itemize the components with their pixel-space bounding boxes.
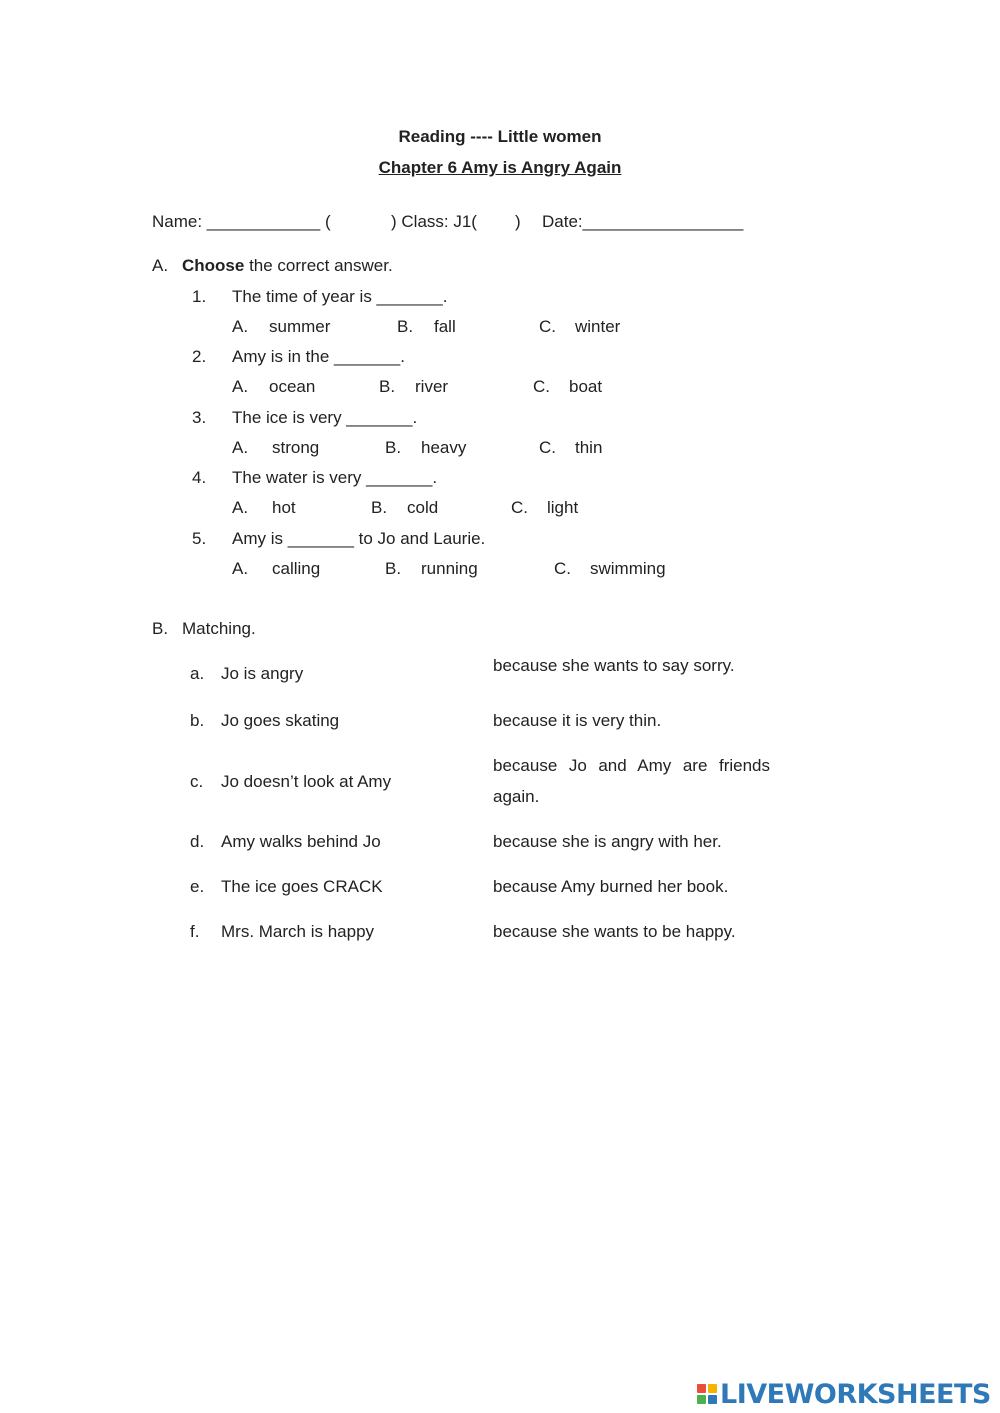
- option-text: strong: [272, 438, 320, 457]
- chapter-title-text: Chapter 6 Amy is Angry Again: [378, 158, 622, 177]
- option-text: winter: [575, 317, 621, 336]
- logo-square: [708, 1384, 717, 1393]
- option-letter: C.: [533, 377, 550, 396]
- option-text: thin: [575, 438, 603, 457]
- option-text: calling: [272, 559, 321, 578]
- match-left-text: Jo doesn’t look at Amy: [221, 772, 392, 791]
- match-right-text-continued: again.: [493, 787, 540, 806]
- option-text: cold: [407, 498, 439, 517]
- question-number: 3.: [192, 408, 207, 427]
- option-letter: A.: [232, 317, 249, 336]
- option-text: river: [415, 377, 449, 396]
- match-left-letter: f.: [190, 922, 200, 941]
- option-text: summer: [269, 317, 331, 336]
- section-b-title: Matching.: [182, 619, 256, 638]
- option-text: light: [547, 498, 579, 517]
- match-left-letter: b.: [190, 711, 205, 730]
- match-right-text: because she is angry with her.: [493, 832, 722, 851]
- question-number: 4.: [192, 468, 207, 487]
- question-text: The time of year is _______.: [232, 287, 448, 306]
- logo-square: [697, 1384, 706, 1393]
- match-left-text: Jo goes skating: [221, 711, 340, 730]
- question-text: Amy is in the _______.: [232, 347, 405, 366]
- question-number: 2.: [192, 347, 207, 366]
- option-letter: C.: [511, 498, 528, 517]
- option-letter: C.: [539, 317, 556, 336]
- option-text: boat: [569, 377, 603, 396]
- option-text: running: [421, 559, 478, 578]
- option-letter: A.: [232, 438, 249, 457]
- instruction-bold: Choose: [182, 256, 245, 275]
- liveworksheets-logo: [697, 1377, 991, 1411]
- match-right-text: because Amy burned her book.: [493, 877, 729, 896]
- match-left-text: Mrs. March is happy: [221, 922, 375, 941]
- option-letter: B.: [385, 559, 402, 578]
- question-text: The water is very _______.: [232, 468, 438, 487]
- match-left-letter: c.: [190, 772, 204, 791]
- option-text: heavy: [421, 438, 467, 457]
- match-right-text: because it is very thin.: [493, 711, 662, 730]
- match-right-text: because she wants to say sorry.: [493, 656, 735, 675]
- section-a-letter: A.: [152, 256, 169, 275]
- logo-square: [708, 1395, 717, 1404]
- match-left-letter: a.: [190, 664, 205, 683]
- option-letter: B.: [397, 317, 414, 336]
- option-letter: B.: [379, 377, 396, 396]
- option-letter: C.: [539, 438, 556, 457]
- option-text: ocean: [269, 377, 316, 396]
- option-letter: A.: [232, 377, 249, 396]
- section-b-letter: B.: [152, 619, 169, 638]
- logo-square: [697, 1395, 706, 1404]
- match-left-text: Jo is angry: [221, 664, 304, 683]
- name-field: Name: ____________ (: [152, 212, 331, 231]
- match-left-letter: e.: [190, 877, 205, 896]
- logo-text: LIVEWORKSHEETS: [720, 1378, 991, 1410]
- option-letter: A.: [232, 498, 249, 517]
- match-left-text: The ice goes CRACK: [221, 877, 383, 896]
- option-text: swimming: [590, 559, 666, 578]
- option-text: hot: [272, 498, 296, 517]
- worksheet-title: Reading ---- Little women: [398, 127, 602, 146]
- chapter-title: [0, 158, 1000, 178]
- option-letter: A.: [232, 559, 249, 578]
- class-field: ) Class: J1(: [391, 212, 477, 231]
- option-letter: C.: [554, 559, 571, 578]
- question-number: 1.: [192, 287, 207, 306]
- class-close: ): [515, 212, 521, 231]
- option-text: fall: [434, 317, 456, 336]
- question-text: Amy is _______ to Jo and Laurie.: [232, 529, 486, 548]
- match-left-text: Amy walks behind Jo: [221, 832, 381, 851]
- question-number: 5.: [192, 529, 207, 548]
- logo-grid-icon: [697, 1384, 717, 1404]
- option-letter: B.: [385, 438, 402, 457]
- match-right-text: because Jo and Amy are friends: [493, 756, 770, 775]
- section-a-instruction: [182, 256, 393, 276]
- instruction-rest: the correct answer.: [244, 256, 393, 275]
- question-text: The ice is very _______.: [232, 408, 418, 427]
- match-right-text: because she wants to be happy.: [493, 922, 736, 941]
- match-left-letter: d.: [190, 832, 205, 851]
- option-letter: B.: [371, 498, 388, 517]
- date-field: Date:_________________: [542, 212, 744, 231]
